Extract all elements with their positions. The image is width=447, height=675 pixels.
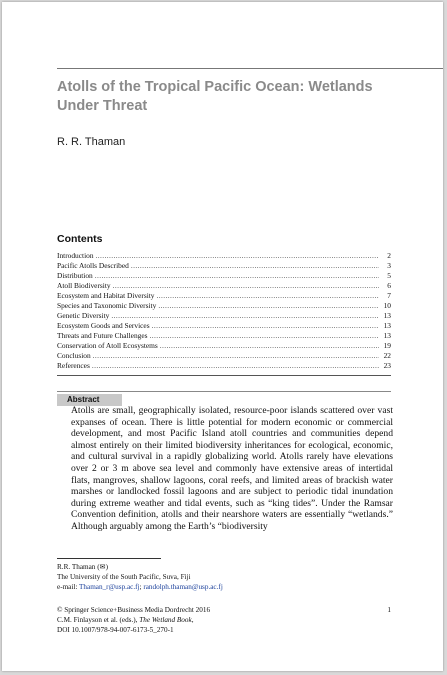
chapter-title: Atolls of the Tropical Pacific Ocean: Wetlands Under Threat bbox=[57, 79, 373, 114]
toc-entry[interactable] bbox=[57, 291, 391, 301]
toc-entry-label: Distribution bbox=[57, 271, 93, 280]
toc-entry-page: 13 bbox=[383, 311, 391, 320]
author-name: R. R. Thaman bbox=[57, 136, 126, 148]
toc-entry-page: 5 bbox=[387, 271, 391, 280]
toc-leader-dots bbox=[157, 291, 380, 301]
email-link-2[interactable]: randolph.thaman@usp.ac.fj bbox=[143, 583, 223, 591]
header-rule bbox=[57, 68, 443, 69]
citation-suffix: , bbox=[191, 616, 194, 624]
toc-leader-dots bbox=[92, 361, 379, 371]
footnote-email-line bbox=[57, 582, 397, 592]
toc-entry-label: Conclusion bbox=[57, 351, 91, 360]
toc-entry-label: Ecosystem and Habitat Diversity bbox=[57, 291, 155, 300]
toc-entry-label: Ecosystem Goods and Services bbox=[57, 321, 150, 330]
toc-entry-page: 13 bbox=[383, 321, 391, 330]
page-number: 1 bbox=[387, 606, 391, 614]
toc-entry-label: Introduction bbox=[57, 251, 94, 260]
toc-entry[interactable] bbox=[57, 271, 391, 281]
toc-entry[interactable] bbox=[57, 341, 391, 351]
toc-entry-label: Atoll Biodiversity bbox=[57, 281, 111, 290]
toc-entry-page: 6 bbox=[387, 281, 391, 290]
toc-leader-dots bbox=[96, 251, 379, 261]
toc-entry[interactable] bbox=[57, 321, 391, 331]
copyright-line: © Springer Science+Business Media Dordrecht 2016 bbox=[57, 606, 211, 614]
toc-entry[interactable] bbox=[57, 311, 391, 321]
email-link-1[interactable]: Thaman_r@usp.ac.fj bbox=[79, 583, 140, 591]
toc-entry-page: 23 bbox=[383, 361, 391, 370]
toc-leader-dots bbox=[131, 261, 379, 271]
footnote-author: R.R. Thaman (✉) bbox=[57, 563, 109, 571]
toc-leader-dots bbox=[95, 271, 379, 281]
email-separator: ; bbox=[139, 583, 144, 591]
footnote-divider bbox=[57, 558, 161, 559]
contents-divider bbox=[57, 375, 391, 376]
email-label: e-mail: bbox=[57, 583, 80, 591]
toc-entry[interactable] bbox=[57, 361, 391, 371]
toc-leader-dots bbox=[113, 281, 379, 291]
toc-entry[interactable] bbox=[57, 281, 391, 291]
toc-leader-dots bbox=[160, 341, 379, 351]
toc-entry[interactable] bbox=[57, 301, 391, 311]
toc-entry-label: References bbox=[57, 361, 90, 370]
toc-entry-page: 3 bbox=[387, 261, 391, 270]
toc-entry[interactable] bbox=[57, 351, 391, 361]
toc-leader-dots bbox=[150, 331, 379, 341]
contents-heading: Contents bbox=[57, 233, 103, 245]
citation-editors: C.M. Finlayson et al. (eds.), bbox=[57, 616, 140, 624]
footnote-affiliation: The University of the South Pacific, Suva, Fiji bbox=[57, 573, 191, 581]
toc-entry[interactable] bbox=[57, 251, 391, 261]
paper-page bbox=[2, 2, 443, 671]
toc-leader-dots bbox=[152, 321, 379, 331]
citation-line bbox=[57, 615, 391, 625]
toc-entry-page: 10 bbox=[383, 301, 391, 310]
toc-entry-label: Pacific Atolls Described bbox=[57, 261, 129, 270]
toc-leader-dots bbox=[111, 311, 379, 321]
doi-line: DOI 10.1007/978-94-007-6173-5_270-1 bbox=[57, 626, 174, 634]
toc-entry-page: 13 bbox=[383, 331, 391, 340]
toc-entry[interactable] bbox=[57, 261, 391, 271]
toc-entry-label: Conservation of Atoll Ecosystems bbox=[57, 341, 158, 350]
toc-entry-page: 19 bbox=[383, 341, 391, 350]
toc-entry-page: 22 bbox=[383, 351, 391, 360]
toc-entry-label: Threats and Future Challenges bbox=[57, 331, 148, 340]
toc-entry-label: Genetic Diversity bbox=[57, 311, 110, 320]
abstract-text: Atolls are small, geographically isolated, resource-poor islands scattered over vast expanses of ocean. There is little potential for modern economic or commercial development, and most Pacific Island atoll countries and communities depend almost entirely on their limited biodiversity inheritances for ecological, economic, and cultural survival in a rapidly globalizing world. Atolls rarely have elevations over 2 or 3 m above sea level and commonly have extensive areas of intertidal flats, mangroves, shallow lagoons, coral reefs, and limited areas of brackish water marshes or landlocked fossil lagoons and are subject to periodic tidal inundation during extreme weather and tidal events, such as “king tides”. Under the Ramsar Convention definition, atolls and their nearshore waters are essentially “wetlands.” Although arguably among the Earth’s “biodiversity bbox=[71, 405, 393, 532]
abstract-section bbox=[57, 391, 391, 542]
toc-entry[interactable] bbox=[57, 331, 391, 341]
copyright-block bbox=[57, 605, 391, 635]
abstract-label: Abstract bbox=[57, 394, 122, 406]
toc-leader-dots bbox=[158, 301, 379, 311]
toc-leader-dots bbox=[93, 351, 379, 361]
toc-entry-page: 2 bbox=[387, 251, 391, 260]
toc-entry-label: Species and Taxonomic Diversity bbox=[57, 301, 157, 310]
table-of-contents bbox=[57, 251, 391, 371]
book-title: The Wetland Book bbox=[139, 616, 192, 624]
author-footnote bbox=[57, 562, 397, 592]
toc-entry-page: 7 bbox=[387, 291, 391, 300]
